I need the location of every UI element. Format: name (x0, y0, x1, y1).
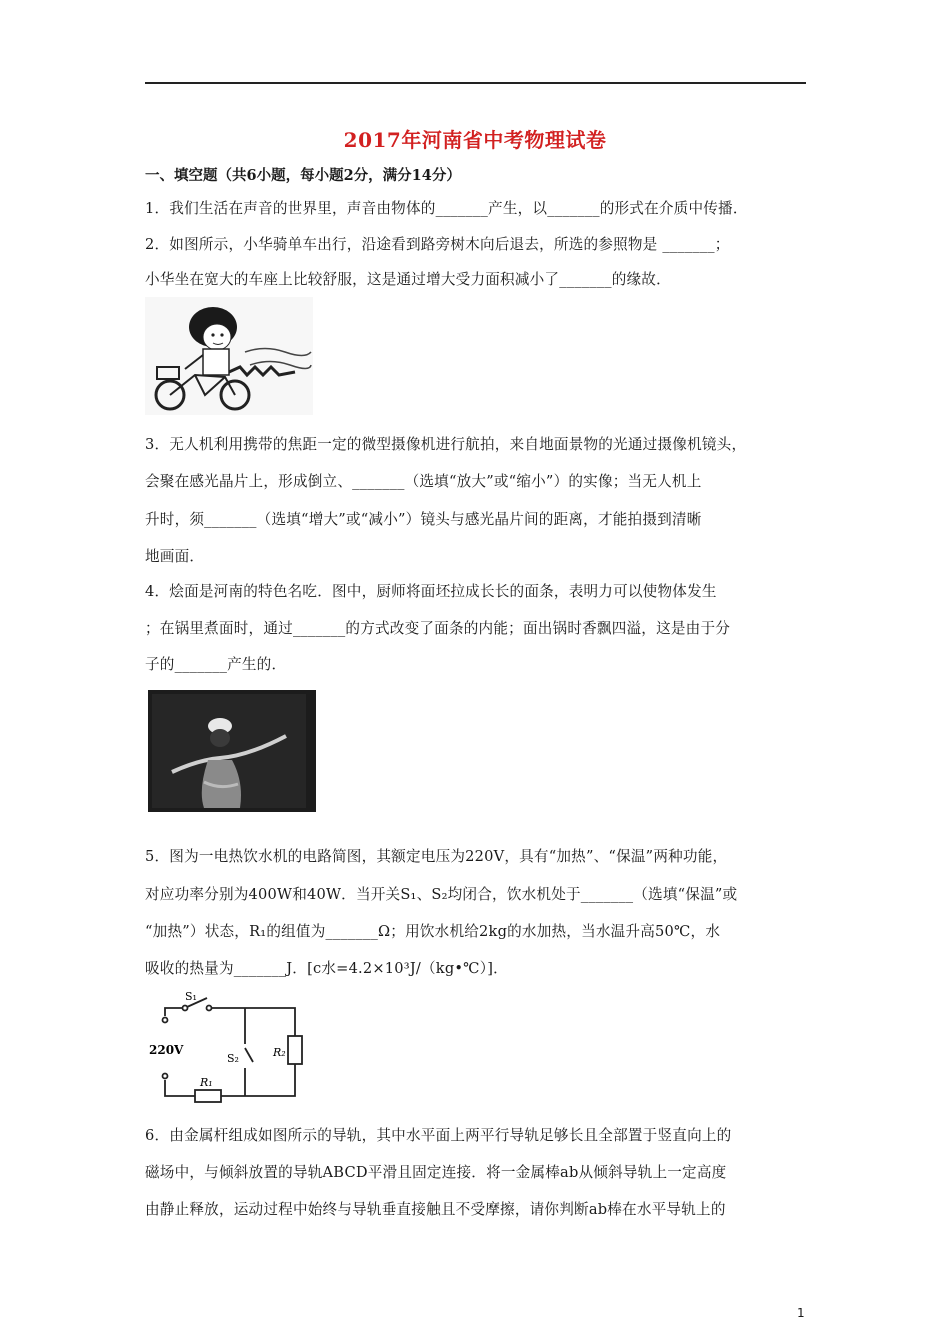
question-2-line-2: 小华坐在宽大的车座上比较舒服，这是通过增大受力面积减小了_______的缘故． (145, 271, 671, 288)
question-4-line-3: 子的_______产生的． (145, 656, 287, 673)
question-5-line-2: 对应功率分别为400W和40W．当开关S₁、S₂均闭合，饮水机处于_______（选填“保温”或 (145, 886, 738, 903)
question-5-line-4: 吸收的热量为_______J．[c水=4.2×10³J/（kg•℃）]． (145, 960, 508, 977)
question-2-line-1: 2．如图所示，小华骑单车出行，沿途看到路旁树木向后退去，所选的参照物是 _______； (145, 236, 730, 253)
question-3-line-2: 会聚在感光晶片上，形成倒立、_______（选填“放大”或“缩小”）的实像；当无人机上 (145, 473, 702, 490)
s2-label: S₂ (227, 1052, 239, 1065)
question-5-line-1: 5．图为一电热饮水机的电路简图，其额定电压为220V，具有“加热”、“保温”两种功能， (145, 848, 728, 865)
s1-label: S₁ (185, 990, 197, 1003)
bicycle-rider-figure (145, 297, 313, 415)
section-heading: 一、填空题（共6小题，每小题2分，满分14分） (145, 167, 461, 184)
r2-label: R₂ (273, 1046, 286, 1059)
question-1-line: 1．我们生活在声音的世界里，声音由物体的_______产生，以_______的形式在介质中传播． (145, 200, 748, 217)
question-3-line-3: 升时，须_______（选填“增大”或“减小”）镜头与感光晶片间的距离，才能拍摄到清晰 (145, 511, 702, 528)
page-number: 1 (797, 1306, 805, 1320)
question-3-line-4: 地画面． (145, 548, 205, 565)
question-6-line-1: 6．由金属杆组成如图所示的导轨，其中水平面上两平行导轨足够长且全部置于竖直向上的 (145, 1127, 732, 1144)
header-rule (145, 82, 806, 84)
voltage-label: 220V (149, 1043, 184, 1057)
r1-label: R₁ (200, 1076, 213, 1089)
chef-noodle-photo (148, 690, 316, 812)
circuit-diagram (145, 988, 315, 1106)
question-6-line-3: 由静止释放，运动过程中始终与导轨垂直接触且不受摩擦，请你判断ab棒在水平导轨上的 (145, 1201, 726, 1218)
question-4-line-2: ；在锅里煮面时，通过_______的方式改变了面条的内能；面出锅时香飘四溢，这是由于分 (145, 620, 731, 637)
question-4-line-1: 4．烩面是河南的特色名吃．图中，厨师将面坯拉成长长的面条，表明力可以使物体发生 (145, 583, 717, 600)
question-5-line-3: “加热”）状态，R₁的组值为_______Ω；用饮水机给2kg的水加热，当水温升高50℃，水 (145, 923, 721, 940)
question-3-line-1: 3．无人机利用携带的焦距一定的微型摄像机进行航拍，来自地面景物的光通过摄像机镜头， (145, 436, 747, 453)
page-title: 2017年河南省中考物理试卷 (343, 128, 607, 152)
question-6-line-2: 磁场中，与倾斜放置的导轨ABCD平滑且固定连接．将一金属棒ab从倾斜导轨上一定高度 (145, 1164, 727, 1181)
